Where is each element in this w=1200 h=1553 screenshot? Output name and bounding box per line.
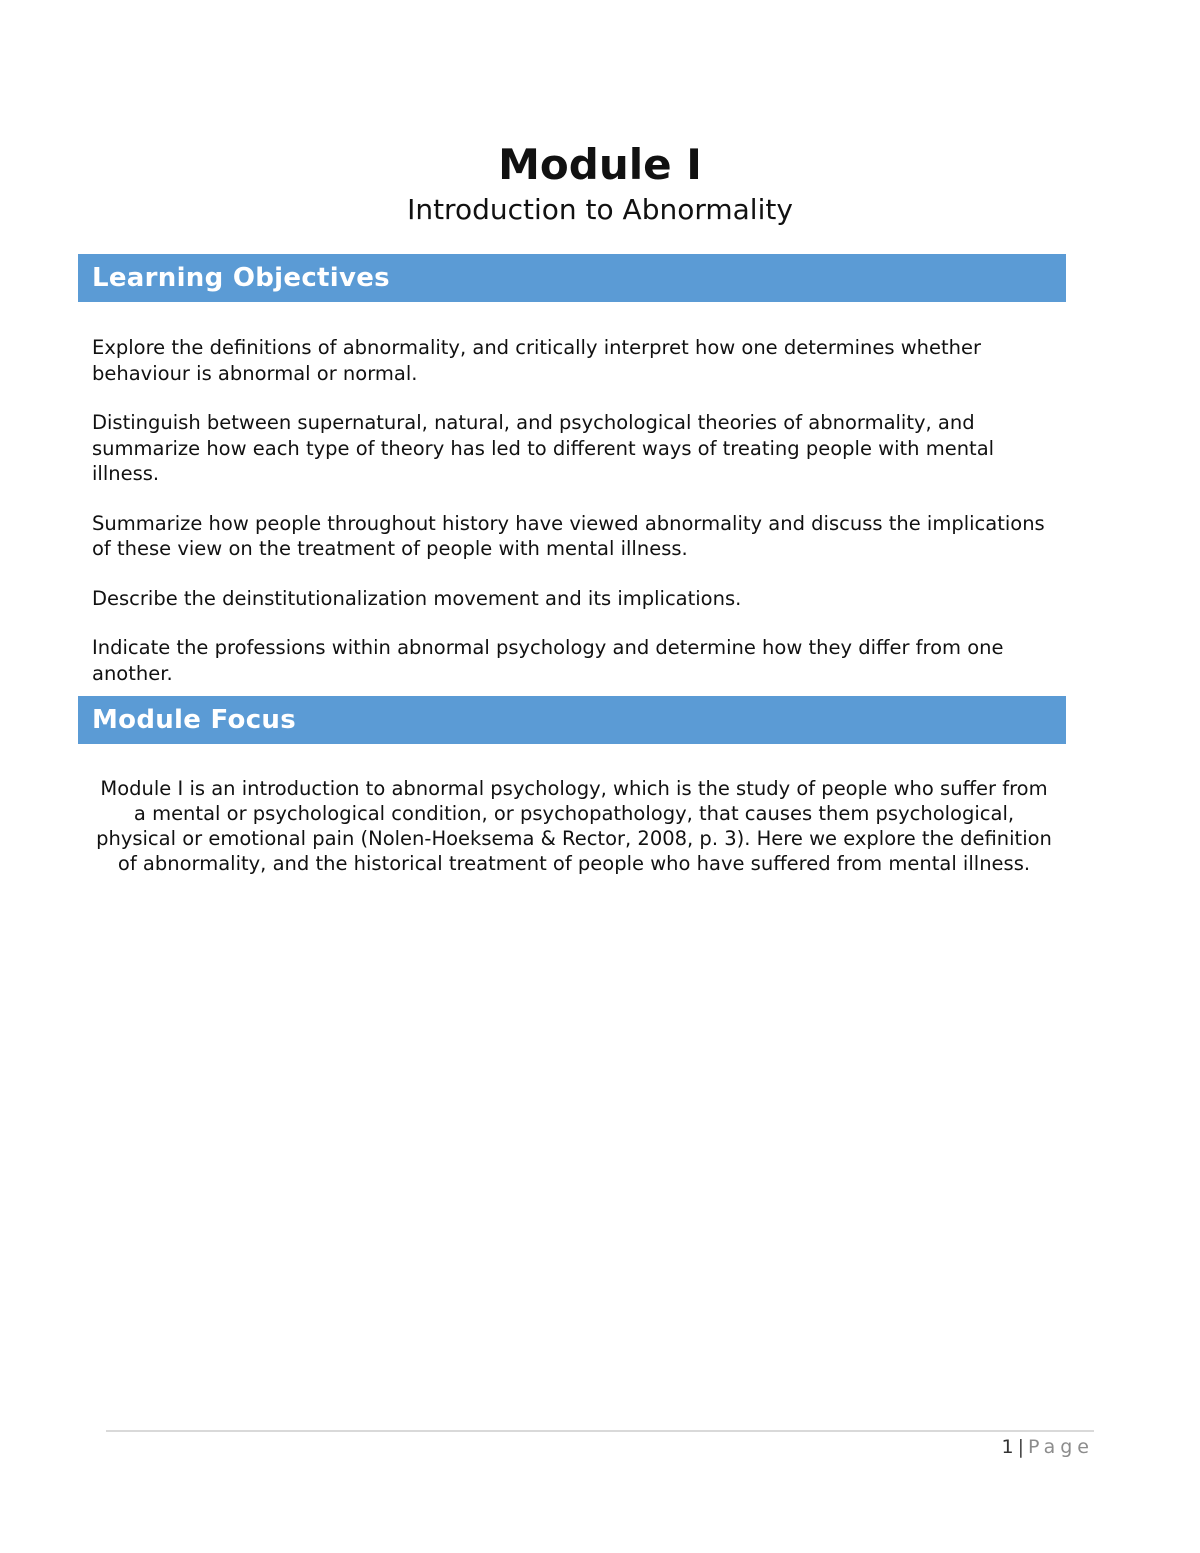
learning-objectives-heading: Learning Objectives (78, 254, 1066, 302)
objective-item: Describe the deinstitutionalization movement and its implications. (92, 586, 742, 610)
footer-divider (106, 1430, 1094, 1432)
objective-item: Explore the definitions of abnormality, and critically interpret how one determines whether behaviour is abnormal or normal. (92, 336, 982, 385)
objective-item: Summarize how people throughout history have viewed abnormality and discuss the implications of these view on the treatment of people with mental illness. (92, 511, 1045, 560)
objective-item: Distinguish between supernatural, natural, and psychological theories of abnormality, and summarize how each type of theory has led to different ways of treating people with mental illness. (92, 411, 995, 485)
module-title: Module I (498, 140, 702, 189)
footer-separator: | (1017, 1436, 1024, 1458)
page-footer (1002, 1434, 1095, 1460)
module-focus-heading: Module Focus (78, 696, 1066, 744)
module-subtitle: Introduction to Abnormality (407, 193, 793, 226)
objective-item: Indicate the professions within abnormal psychology and determine how they differ from one another. (92, 636, 1004, 685)
page-label: Page (1028, 1436, 1094, 1458)
page-number: 1 (1001, 1436, 1014, 1458)
module-focus-paragraph: Module I is an introduction to abnormal psychology, which is the study of people who suffer from a mental or psychological condition, or psychopathology, that causes them psychological, physical or emotional pain (Nolen-Hoeksema & Rector, 2008, p. 3). Here we explore the definition of abnormality, and the historical treatment of people who have suffered from mental illness. (96, 777, 1052, 875)
learning-objectives-list (92, 335, 1052, 686)
